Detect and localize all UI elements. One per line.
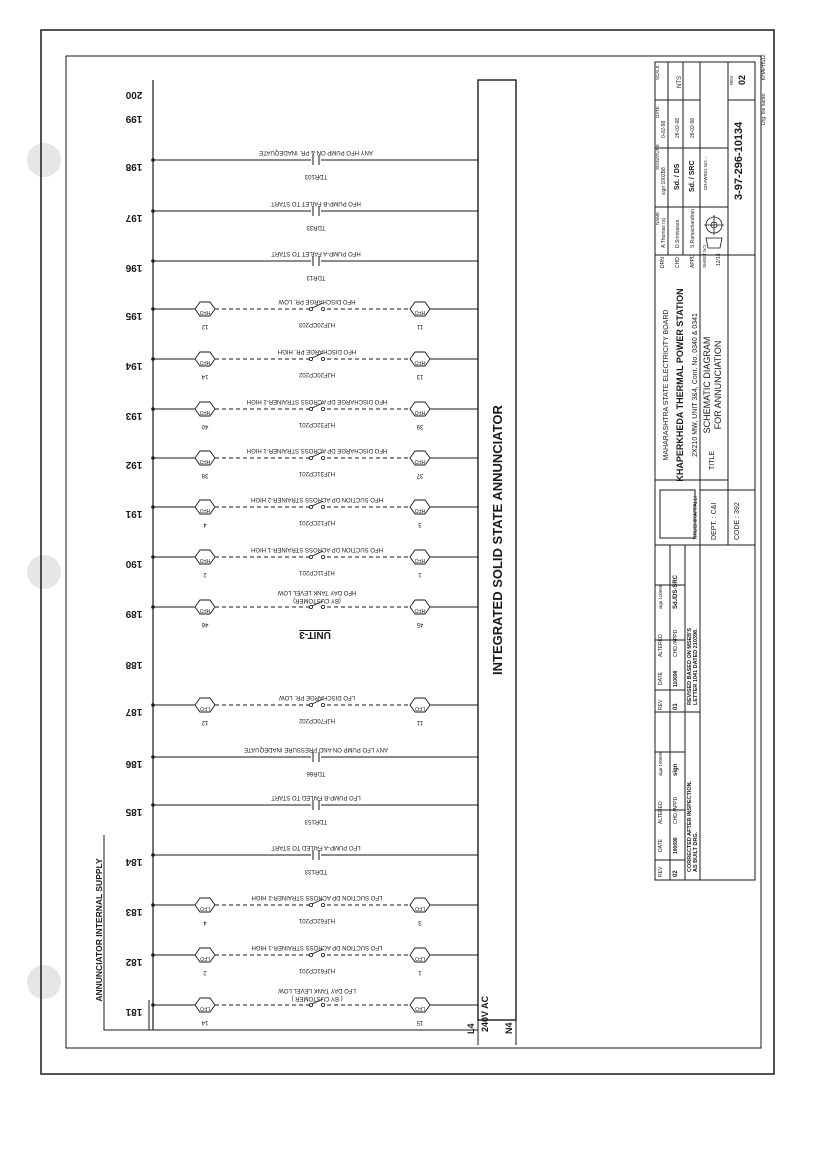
rev-chd-1: sign xyxy=(673,763,679,776)
annunciation-windows xyxy=(125,89,478,1025)
rev-chd-0: Sd./DS-SRC xyxy=(673,574,679,609)
appd-name: S.Ramachandran xyxy=(690,209,696,248)
drn-date: 0-02-98 xyxy=(661,120,667,138)
window-number-185: 185 xyxy=(125,806,143,817)
terminal-left-no-183: 4 xyxy=(203,919,207,925)
terminal-right-187-tag: LFO xyxy=(415,705,425,711)
rev-altered-0: sign 110698 xyxy=(658,584,663,609)
unit-label: UNIT-3 xyxy=(299,629,331,640)
window-number-181: 181 xyxy=(125,1006,143,1017)
terminal-left-181-tag: LFO xyxy=(200,1005,210,1011)
window-text-191: HFO SUCTION DP ACROSS STRAINER-2 HIGH xyxy=(251,496,383,502)
window-number-200: 200 xyxy=(125,89,143,100)
terminal-left-194-tag: HFO xyxy=(199,359,211,365)
terminal-right-191-tag: HFO xyxy=(414,507,426,513)
window-text-189: HFO DAY TANK LEVEL LOW xyxy=(277,589,357,595)
rev-date-label-1: DATE xyxy=(658,839,664,852)
title-line-2: FOR ANNUNCIATION xyxy=(713,340,723,430)
terminal-right-192-tag: HFO xyxy=(414,458,426,464)
title-label: TITLE xyxy=(709,450,716,470)
rev-label: REV xyxy=(729,75,734,85)
window-number-182: 182 xyxy=(125,956,143,967)
rev-date-1: 190698 xyxy=(673,837,679,854)
rev-label-0: REV xyxy=(658,699,664,710)
terminal-right-183-tag: LFO xyxy=(415,905,425,911)
rev-altered-label-0: ALTERED xyxy=(658,634,664,657)
relay-tag-186: TDR66 xyxy=(306,770,326,776)
appd-date: 28-02-98 xyxy=(690,117,696,138)
device-tag-191: HJF12CP201 xyxy=(298,519,336,525)
chd-date: 28-02-98 xyxy=(675,117,681,138)
rev-desc-1-1: CORRECTED AFTER INSPECTION. xyxy=(687,780,693,872)
terminal-left-no-190: 2 xyxy=(203,571,207,577)
terminal-right-no-187: 11 xyxy=(416,719,424,725)
window-text-184: LFO PUMP-A FAILED TO START xyxy=(271,844,361,850)
rev-label-1: REV xyxy=(658,866,664,877)
terminal-n4: N4 xyxy=(504,1022,514,1034)
dept-code: DEPT. : C&I xyxy=(711,502,718,540)
file-label: Drg. file name: xyxy=(761,92,767,125)
rev-desc-2-0: LETTER 1041 DATED 210398. xyxy=(693,628,699,705)
station-name: KHAPERKHEDA THERMAL POWER STATION xyxy=(675,288,685,482)
rev-date-0: 110698 xyxy=(673,670,679,687)
terminal-right-195-tag: HFO xyxy=(414,309,426,315)
terminal-left-182-tag: LFO xyxy=(200,955,210,961)
window-text-185: LFO PUMP-B FAILED TO START xyxy=(271,794,361,800)
device-tag-195: HJF20CP203 xyxy=(298,321,336,327)
terminal-right-no-191: 3 xyxy=(418,521,422,527)
window-text-197: HFO PUMP-B FAILET TO START xyxy=(271,200,361,206)
window-number-183: 183 xyxy=(125,906,143,917)
window-text-181: LFO DAY TANK LEVEL LOW xyxy=(278,987,356,993)
revision-text xyxy=(658,574,699,877)
terminal-left-no-189: 46 xyxy=(201,621,209,627)
window-text-186: ANY LFO PUMP ON AND PRESSURE INADEQUATE xyxy=(243,746,389,752)
terminal-left-no-182: 2 xyxy=(203,969,207,975)
window-text-190: HFO SUCTION DP ACROSS STRAINER-1 HIGH xyxy=(251,546,383,552)
window-text-195: HFO DISCHARGE PR. LOW xyxy=(278,298,356,304)
terminal-right-no-181: 15 xyxy=(416,1019,424,1025)
window-number-192: 192 xyxy=(125,459,143,470)
rev-altered-label-1: ALTERED xyxy=(658,801,664,824)
window-text-182: LFO SUCTION DP ACROSS STRAINER-1 HIGH xyxy=(251,944,383,950)
relay-tag-197: TDR33 xyxy=(306,224,326,230)
terminal-right-no-189: 45 xyxy=(416,621,424,627)
company-name: TIRUCHIRAPPALLI xyxy=(693,496,699,540)
terminal-right-no-193: 39 xyxy=(416,423,424,429)
rev-desc-2-1: AS BUILT DRG. xyxy=(693,831,699,872)
window-number-191: 191 xyxy=(125,508,143,519)
rev-altered-1: sign 190698 xyxy=(658,751,663,776)
title-block-text xyxy=(655,54,767,540)
device-tag-187: HJF70CP202 xyxy=(298,717,336,723)
title-line-1: SCHEMATIC DIAGRAM xyxy=(702,336,712,434)
terminal-240vac: 240V AC xyxy=(480,995,490,1032)
rev-chd-label-1: CHD./APPD. xyxy=(673,795,679,824)
terminal-left-195-tag: HFO xyxy=(199,309,211,315)
terminal-right-no-190: 1 xyxy=(418,571,422,577)
drn-signature: sign 1002B8 xyxy=(661,167,667,195)
window-text-193: HFO DISCHARGE DP ACROSS STRAINER-2 HIGH xyxy=(246,398,388,404)
terminal-left-no-194: 14 xyxy=(201,373,209,379)
drn-label: DRN xyxy=(660,257,666,268)
window-number-186: 186 xyxy=(125,758,143,769)
window-text-sub-189: (BY CUSTOMER) xyxy=(293,597,341,603)
window-number-197: 197 xyxy=(125,212,143,223)
terminal-left-no-181: 14 xyxy=(201,1019,209,1025)
window-text-sub-181: ( BY CUSTOMER ) xyxy=(291,995,343,1001)
window-number-198: 198 xyxy=(125,161,143,172)
window-text-192: HFO DISCHARGE DP ACROSS STRAINER-1 HIGH xyxy=(246,447,388,453)
terminal-left-no-187: 12 xyxy=(201,719,209,725)
window-text-196: HFO PUMP-A FAILET TO START xyxy=(271,250,361,256)
terminal-left-193-tag: HFO xyxy=(199,409,211,415)
window-number-187: 187 xyxy=(125,706,143,717)
rev-chd-label-0: CHD./APPD. xyxy=(673,628,679,657)
terminal-right-190-tag: HFO xyxy=(414,557,426,563)
signature-label: SIGNATURE xyxy=(655,144,660,170)
name-label: NAME xyxy=(655,211,660,225)
terminal-right-no-183: 3 xyxy=(418,919,422,925)
terminal-right-no-182: 1 xyxy=(418,969,422,975)
relay-tag-184: TDR133 xyxy=(304,868,328,874)
terminal-left-no-191: 4 xyxy=(203,521,207,527)
relay-tag-198: TDR103 xyxy=(304,173,328,179)
project-name: 2X210 MW, UNIT 3&4, Cont. No. 0340 & 0341 xyxy=(692,313,699,457)
window-text-187: LFO DISCHARGE PR. LOW xyxy=(278,694,356,700)
terminal-right-181-tag: LFO xyxy=(415,1005,425,1011)
terminal-right-189-tag: HFO xyxy=(414,607,426,613)
terminal-left-190-tag: HFO xyxy=(199,557,211,563)
terminal-right-no-194: 13 xyxy=(416,373,424,379)
terminal-right-194-tag: HFO xyxy=(414,359,426,365)
relay-tag-196: TDR13 xyxy=(306,274,326,280)
drn-name: A.Thomas raj xyxy=(661,218,667,248)
board-name: MAHARASHTRA STATE ELECTRICITY BOARD xyxy=(663,309,670,461)
sheet-value: 12/13 xyxy=(716,253,722,266)
window-number-196: 196 xyxy=(125,262,143,273)
appd-signature: Sd. / SRC xyxy=(689,160,696,192)
window-number-189: 189 xyxy=(125,608,143,619)
terminal-right-no-195: 11 xyxy=(416,323,424,329)
rev-value: 02 xyxy=(737,74,747,85)
device-tag-194: HJF20CP202 xyxy=(298,371,336,377)
terminal-left-191-tag: HFO xyxy=(199,507,211,513)
drawing-label: DRAWING NO. : xyxy=(703,156,708,190)
window-number-195: 195 xyxy=(125,310,143,321)
window-text-183: LFO SUCTION DP ACROSS STRAINER-2 HIGH xyxy=(251,894,383,900)
terminal-left-192-tag: HFO xyxy=(199,458,211,464)
scale-value: NTS xyxy=(677,76,683,88)
rev-number-1: 02 xyxy=(673,870,679,877)
chd-label: CHD xyxy=(675,257,681,268)
terminal-left-189-tag: HFO xyxy=(199,607,211,613)
window-number-184: 184 xyxy=(125,856,143,867)
supply-label: ANNUNCIATOR INTERNAL SUPPLY xyxy=(94,858,104,1002)
terminal-left-183-tag: LFO xyxy=(200,905,210,911)
terminal-left-no-192: 38 xyxy=(201,472,209,478)
relay-tag-185: TDR153 xyxy=(304,818,328,824)
window-text-194: HFO DISCHARGE PR. HIGH xyxy=(277,348,357,354)
drawing-number: 3-97-296-10134 xyxy=(733,121,745,200)
chd-signature: Sd. / DS xyxy=(674,163,681,190)
window-number-188: 188 xyxy=(125,659,143,670)
terminal-left-no-195: 12 xyxy=(201,323,209,329)
rev-date-label-0: DATE xyxy=(658,672,664,685)
device-tag-182: HJF61CP201 xyxy=(298,967,336,973)
scale-label: SCALE xyxy=(655,65,660,80)
device-tag-183: HJF62CP201 xyxy=(298,917,336,923)
date-label: DATE xyxy=(655,106,660,118)
code-number: CODE : 392 xyxy=(734,502,741,540)
window-number-190: 190 xyxy=(125,558,143,569)
window-number-199: 199 xyxy=(125,113,143,124)
device-tag-192: HJF31CP201 xyxy=(298,470,336,476)
chd-name: D.Srinivasan xyxy=(675,219,681,248)
sheet-label: SHEET NO. xyxy=(702,243,707,268)
terminal-left-no-193: 40 xyxy=(201,423,209,429)
appd-label: APPD xyxy=(690,254,696,268)
device-tag-193: HJF32CP201 xyxy=(298,421,336,427)
annunciator-label: INTEGRATED SOLID STATE ANNUNCIATOR xyxy=(490,405,505,675)
window-text-198: ANY HFO PUMP ON & PR. INADEQUATE xyxy=(259,149,373,155)
terminal-right-no-192: 37 xyxy=(416,472,424,478)
file-name: KHAPH512 xyxy=(761,54,767,80)
window-number-194: 194 xyxy=(125,360,143,371)
device-tag-190: HJF11CP201 xyxy=(299,569,335,575)
supply-feed xyxy=(104,1020,516,1045)
terminal-right-182-tag: LFO xyxy=(415,955,425,961)
terminal-l4: L4 xyxy=(466,1023,476,1034)
window-number-193: 193 xyxy=(125,410,143,421)
terminal-left-187-tag: LFO xyxy=(200,705,210,711)
rev-number-0: 01 xyxy=(673,703,679,710)
rev-desc-1-0: REVISED BASED ON MSEB'S xyxy=(687,627,693,705)
terminal-right-193-tag: HFO xyxy=(414,409,426,415)
revision-block xyxy=(655,545,755,880)
compass-symbol xyxy=(704,215,724,248)
